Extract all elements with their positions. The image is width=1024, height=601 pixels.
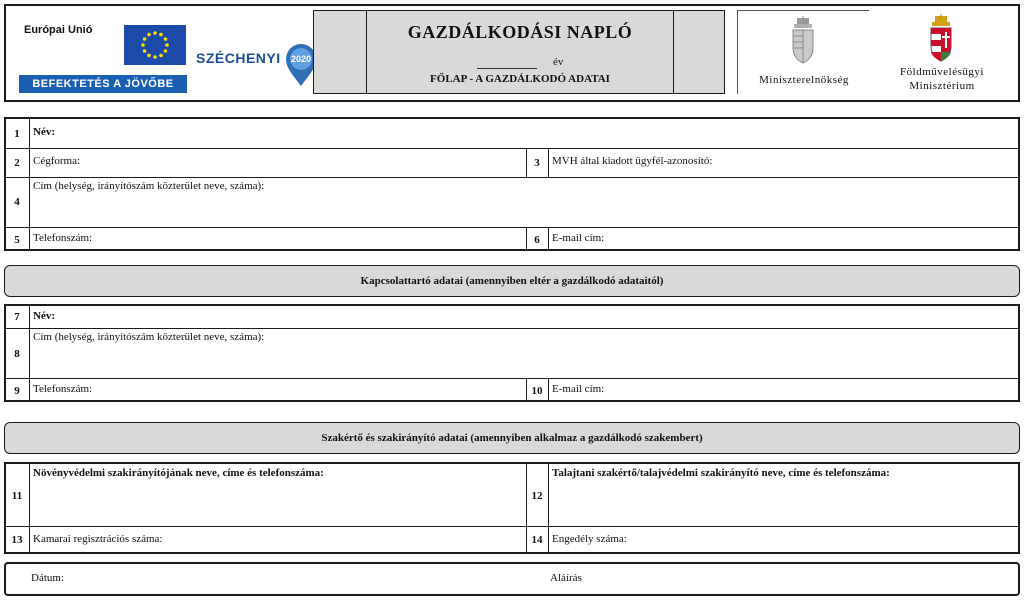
row-number-1: 1 [14, 128, 20, 140]
cell-divider [548, 464, 549, 554]
row-number-8: 8 [14, 348, 20, 360]
title-box [313, 10, 725, 94]
signature-row [4, 562, 1020, 596]
row-divider [6, 526, 1018, 527]
cell-divider [548, 227, 549, 251]
year-label: év [553, 56, 564, 68]
contact-section-heading: Kapcsolattartó adatai (amennyiben eltér a gazdálkodó adataitól) [4, 265, 1020, 297]
eu-banner: BEFEKTETÉS A JÖVŐBE [19, 75, 187, 93]
row-number-13: 13 [11, 534, 23, 546]
section-expert-data [4, 462, 1020, 554]
section-contact-data [4, 304, 1020, 402]
row-number-10: 10 [531, 385, 543, 397]
year-field-line[interactable] [477, 68, 537, 69]
email-field[interactable]: E-mail cím: [552, 232, 605, 244]
eu-label: Európai Unió [24, 24, 93, 36]
row-number-4: 4 [14, 196, 20, 208]
row-number-11: 11 [11, 490, 23, 502]
row-number-7: 7 [14, 311, 20, 323]
expert-section-heading: Szakértő és szakirányító adatai (amennyiben alkalmaz a gazdálkodó szakembert) [4, 422, 1020, 454]
number-column-divider [29, 119, 30, 251]
row-number-5: 5 [14, 234, 20, 246]
contact-address-field[interactable]: Cím (helység, irányítószám közterület neve, száma): [33, 331, 265, 343]
ministry2-label-line2: Minisztérium [909, 80, 975, 92]
eu-stars [141, 31, 169, 59]
number-column-divider [29, 464, 30, 554]
plant-protection-expert-field[interactable]: Növényvédelmi szakirányítójának neve, címe és telefonszáma: [33, 467, 324, 479]
ministry2-label [880, 65, 1004, 93]
date-field[interactable]: Dátum: [31, 572, 64, 584]
contact-name-field[interactable]: Név: [33, 310, 55, 322]
row-divider [6, 177, 1018, 178]
row-number-14: 14 [531, 534, 543, 546]
phone-field[interactable]: Telefonszám: [33, 232, 93, 244]
soil-expert-field[interactable]: Talajtani szakértő/talajvédelmi szakirányító neve, címe és telefonszáma: [552, 467, 890, 479]
row-divider [6, 227, 1018, 228]
license-number-field[interactable]: Engedély száma: [552, 533, 627, 545]
client-id-field[interactable]: MVH által kiadott ügyfél-azonosító: [552, 155, 713, 167]
chamber-registration-field[interactable]: Kamarai regisztrációs száma: [33, 533, 163, 545]
address-field[interactable]: Cím (helység, irányítószám közterület neve, száma): [33, 180, 265, 192]
hungarian-crest-gray-icon [788, 16, 818, 68]
szechenyi-year: 2020 [290, 54, 312, 64]
title-inner [366, 10, 674, 94]
contact-email-field[interactable]: E-mail cím: [552, 383, 605, 395]
page-subtitle: FŐLAP - A GAZDÁLKODÓ ADATAI [430, 73, 610, 85]
row-number-3: 3 [534, 157, 540, 169]
name-field[interactable]: Név: [33, 126, 55, 138]
row-divider [6, 328, 1018, 329]
szechenyi-logo-text: SZÉCHENYI [196, 50, 281, 66]
ministry1-label: Miniszterelnökség [759, 74, 849, 86]
number-column-divider [29, 306, 30, 402]
cell-divider [548, 378, 549, 402]
contact-phone-field[interactable]: Telefonszám: [33, 383, 93, 395]
row-divider [6, 378, 1018, 379]
row-divider [6, 148, 1018, 149]
row-number-6: 6 [534, 234, 540, 246]
company-form-field[interactable]: Cégforma: [33, 155, 81, 167]
row-number-12: 12 [531, 490, 543, 502]
hungarian-crest-color-icon [926, 14, 956, 66]
row-number-2: 2 [14, 157, 20, 169]
row-number-9: 9 [14, 385, 20, 397]
section-farmer-data [4, 117, 1020, 251]
page-title: GAZDÁLKODÁSI NAPLÓ [407, 22, 633, 42]
ministry2-label-line1: Földművelésügyi [900, 66, 984, 78]
eu-flag-icon [124, 25, 186, 65]
signature-field[interactable]: Aláírás [550, 572, 582, 584]
cell-divider [548, 148, 549, 177]
